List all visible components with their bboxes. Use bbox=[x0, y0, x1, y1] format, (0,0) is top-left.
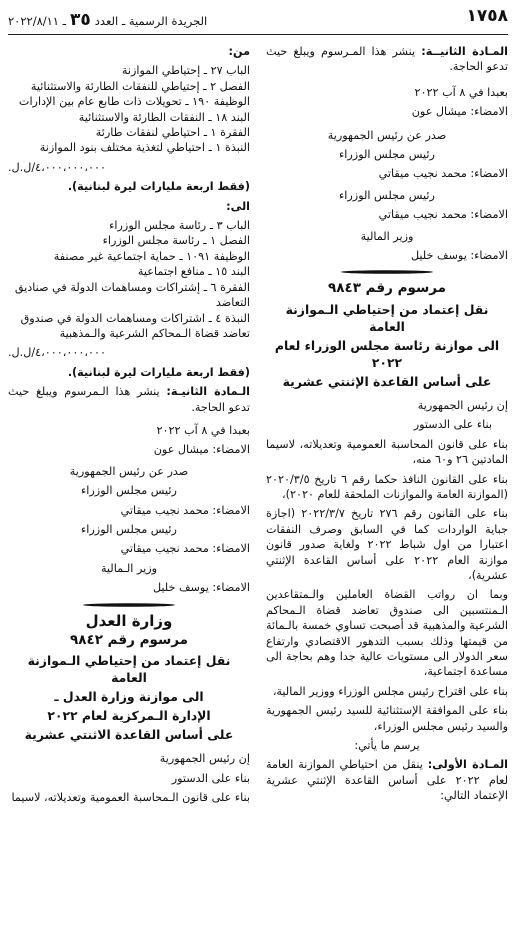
gazette-name: الجريدة الرسمية ـ العدد bbox=[94, 14, 208, 28]
article-label: الـمادة الثانيـة: bbox=[166, 385, 250, 399]
decree-title-line: الإدارة الـمركزية لعام ٢٠٢٢ bbox=[47, 708, 211, 724]
preamble-accounting: بناء على قانون المحاسبة العمومية وتعديلاته، لاسيما المادتين ٢٦ و٦٠ منه، bbox=[266, 437, 508, 467]
amount: ٤،٠٠٠،٠٠٠،٠٠٠/ل.ل. bbox=[8, 160, 107, 174]
preamble-accounting: بناء على قانون الـمحاسبة العمومية وتعديلاته، لاسيما bbox=[11, 791, 250, 805]
section-divider bbox=[341, 269, 433, 275]
article-text: ينشر هذا المـرسوم ويبلغ حيث تدعو الحاجة. bbox=[266, 45, 508, 74]
list-item: البند ١٨ ـ النفقات الطارئة والاستثنائية bbox=[78, 110, 250, 124]
pm-title: رئيس مجلس الوزراء bbox=[81, 484, 177, 498]
list-item: الفقرة ١ ـ احتياطي لنفقات طارئة bbox=[95, 126, 250, 140]
right-column bbox=[266, 44, 508, 808]
list-item: البند ١٥ ـ منافع اجتماعية bbox=[137, 265, 250, 279]
decree-title-line: الى موازنة وزارة العدل ـ bbox=[54, 689, 204, 705]
list-item: الفصل ٢ ـ إحتياطي للنفقات الطارئة والاستثنائية bbox=[30, 79, 250, 93]
list-item: النبذة ٤ ـ اشتراكات ومساهمات الدولة في صندوق تعاضد قضاة الـمحاكم الشرعية والـمذهبية bbox=[20, 311, 250, 340]
decree-number: مرسوم رقم ٩٨٤٣ bbox=[328, 280, 446, 297]
article-text: ينشر هذا الـمرسوم ويبلغ حيث تدعو الحاجة. bbox=[8, 385, 250, 414]
finance-title: وزير الـمالية bbox=[100, 561, 158, 575]
signature-president: الامضاء: ميشال عون bbox=[153, 443, 250, 457]
dated-line: بعبدا في ٨ آب ٢٠٢٢ bbox=[156, 423, 250, 437]
list-item: الباب ٣ ـ رئاسة مجلس الوزراء bbox=[109, 219, 250, 233]
amount-in-words: (فقط اربعة مليارات ليرة لبنانية). bbox=[67, 365, 250, 379]
article-text: ينقل من احتياطي الموازنة العامة لعام ٢٠٢٢ على أساس القاعدة الإثنتي عشرية الإعتماد التالي: bbox=[266, 758, 508, 803]
preamble-president: إن رئيس الجمهورية bbox=[159, 752, 250, 766]
signature-finance: الامضاء: يوسف خليل bbox=[152, 581, 250, 595]
article-label: المـادة الأولى: bbox=[427, 758, 509, 772]
preamble-law-6: بناء على القانون النافذ حكما رقم ٦ تاريخ ٢٠٢٠/٣/٥ (الموازنة العامة والموازنات الملحقة للعام ٢٠٢٠)، bbox=[266, 472, 508, 501]
section-divider bbox=[83, 602, 175, 608]
preamble-approval: بناء على الموافقة الإستثنائية للسيد رئيس الجمهورية والسيد رئيس مجلس الوزراء، bbox=[266, 704, 508, 733]
pm-title-2: رئيس مجلس الوزراء bbox=[81, 522, 177, 536]
preamble-proposal: بناء على اقتراح رئيس مجلس الوزراء ووزير المالية، bbox=[272, 684, 508, 698]
pm-title: رئيس مجلس الوزراء bbox=[339, 148, 435, 162]
issue-number: ٣٥ bbox=[70, 10, 91, 30]
list-item: الوظيفة ١٠٩١ ـ حماية اجتماعية غير مصنفة bbox=[53, 249, 250, 263]
article-1 bbox=[266, 757, 508, 803]
issued-by: صدر عن رئيس الجمهورية bbox=[327, 128, 447, 142]
list-item: الفصل ١ ـ رئاسة مجلس الوزراء bbox=[102, 234, 250, 248]
list-item: الفقرة ٦ ـ إشتراكات ومساهمات الدولة في صناديق التعاضد bbox=[14, 280, 250, 310]
decree-title-line: نقل إعتماد من إحتياطي الـموازنة العامة bbox=[27, 653, 231, 686]
preamble-constitution: بناء على الدستور bbox=[171, 771, 250, 785]
decree-title-line: نقل إعتماد من إحتياطي الـموازنة العامة bbox=[285, 301, 489, 334]
signature-president: الامضاء: ميشال عون bbox=[411, 105, 508, 119]
ministry-heading: وزارة العدل bbox=[85, 611, 173, 630]
decrees-line: يرسم ما يأتي: bbox=[354, 739, 420, 752]
article-label: المـادة الثانيــة: bbox=[421, 45, 509, 58]
to-label: الى: bbox=[226, 199, 250, 213]
amount-in-words: (فقط اربعة مليارات ليرة لبنانية). bbox=[67, 180, 250, 194]
article-2 bbox=[8, 384, 250, 415]
page-number: ١٧٥٨ bbox=[466, 6, 508, 26]
amount: ٤،٠٠٠،٠٠٠،٠٠٠/ل.ل. bbox=[8, 346, 107, 360]
pm-title-2: رئيس مجلس الوزراء bbox=[339, 188, 435, 202]
decree-number: مرسوم رقم ٩٨٤٢ bbox=[70, 632, 188, 648]
page-header bbox=[8, 4, 508, 35]
finance-title: وزير المالية bbox=[360, 229, 414, 243]
signature-pm: الامضاء: محمد نجيب ميقاتي bbox=[120, 503, 250, 517]
gazette-title bbox=[8, 10, 207, 30]
preamble-constitution: بناء على الدستور bbox=[413, 418, 492, 432]
list-item: النبذة ١ ـ احتياطي لتغذية مختلف بنود الموازنة bbox=[39, 141, 250, 155]
article-2 bbox=[266, 44, 508, 75]
left-column bbox=[8, 44, 250, 810]
decree-title-line: على أساس القاعدة الاثنتي عشرية bbox=[24, 727, 234, 743]
decree-title-line: على أساس القاعدة الإثنتي عشرية bbox=[282, 373, 492, 389]
signature-finance: الامضاء: يوسف خليل bbox=[410, 249, 508, 263]
preamble-law-276: بناء على القانون رقم ٢٧٦ تاريخ ٢٠٢٢/٣/٧ (اجازة جباية الواردات كما في السابق وصرف النفقات اعتبارا من اول شباط ٢٠٢٢ ولغاية صدور قانون موازنة العام ٢٠٢٢ على أساس القاعدة الإثنتي عشرية)، bbox=[266, 507, 509, 582]
list-item: الوظيفة ١٩٠ ـ تحويلات ذات طابع عام بين الإدارات bbox=[18, 95, 250, 109]
list-item: الباب ٢٧ ـ إحتياطي الموازنة bbox=[121, 64, 250, 78]
issued-by: صدر عن رئيس الجمهورية bbox=[69, 464, 189, 478]
decree-title-line: الى موازنة رئاسة مجلس الوزراء لعام ٢٠٢٢ bbox=[274, 337, 500, 370]
issue-date: ـ ٢٠٢٢/٨/١١ bbox=[8, 14, 67, 28]
signature-pm-2: الامضاء: محمد نجيب ميقاتي bbox=[120, 542, 250, 556]
from-label: من: bbox=[228, 45, 250, 58]
signature-pm-2: الامضاء: محمد نجيب ميقاتي bbox=[378, 208, 508, 222]
preamble-president: إن رئيس الجمهورية bbox=[417, 398, 508, 412]
signature-pm: الامضاء: محمد نجيب ميقاتي bbox=[378, 167, 508, 181]
from-list bbox=[8, 63, 250, 155]
dated-line: بعبدا في ٨ آب ٢٠٢٢ bbox=[414, 85, 508, 99]
to-list bbox=[8, 218, 250, 341]
preamble-salaries: وبما ان رواتب القضاة العاملين والـمتقاعدين الـمنتسبين الى صندوق تعاضد قضاة الـمحاكم الشرعية والمذهبية قد أصبحت تساوي خمسة بالـمائة من قيمتها وذلك بسبب التدهور الاقتصادي وارتفاع سعر الدولار الى مستويات عالية جدا وهم بحاجة الى مساعدة اجتماعية، bbox=[266, 588, 508, 679]
